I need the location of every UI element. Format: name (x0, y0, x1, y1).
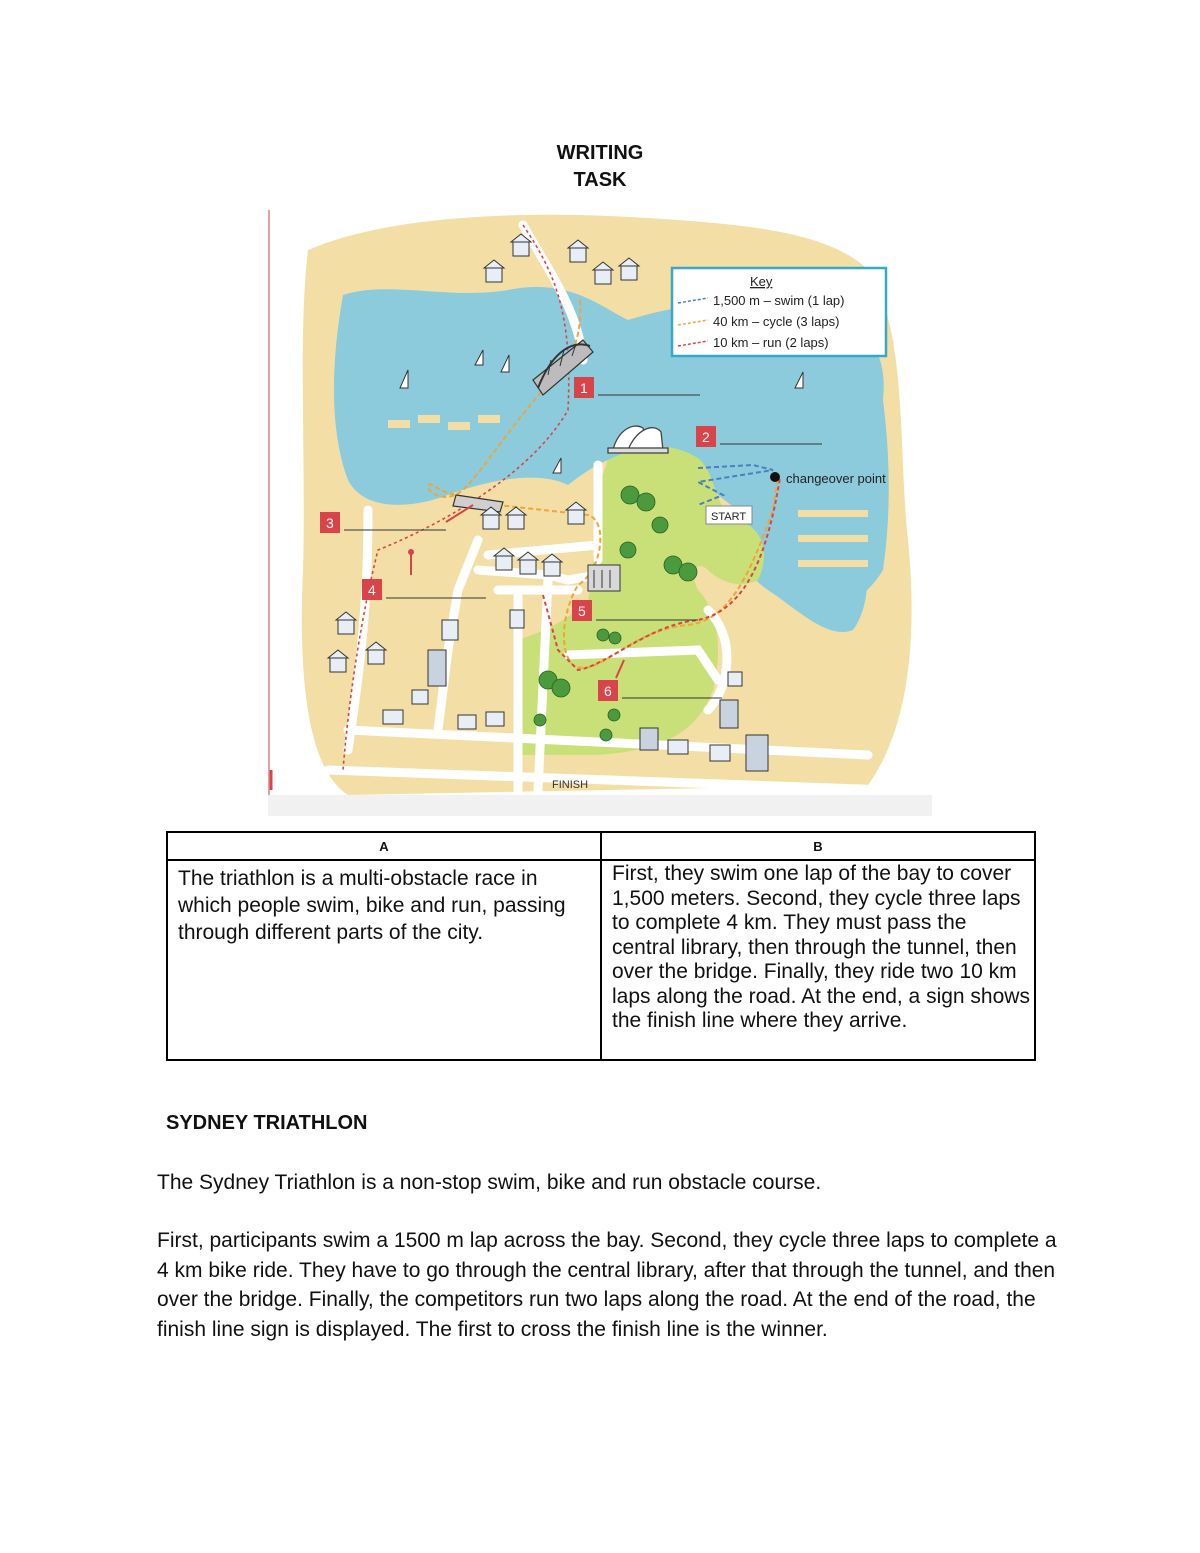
start-label: START (711, 511, 747, 523)
key-title: Key (750, 274, 773, 289)
svg-text:3: 3 (326, 515, 334, 531)
svg-text:5: 5 (578, 603, 586, 619)
key-cycle-label: 40 km – cycle (3 laps) (713, 314, 840, 329)
changeover-point-label: changeover point (786, 471, 886, 486)
page-title-line-1: WRITING (556, 142, 644, 164)
key-run-label: 10 km – run (2 laps) (713, 335, 829, 350)
table-row (167, 860, 1035, 1060)
finish-label: FINISH (552, 779, 589, 791)
library-icon (588, 565, 620, 591)
changeover-point-marker (770, 472, 780, 482)
triathlon-course-map (268, 210, 932, 816)
page-title-line-2: TASK (573, 169, 627, 191)
paragraph-intro: The Sydney Triathlon is a non-stop swim, bike and run obstacle course. (157, 1171, 822, 1194)
column-a-header: A (167, 832, 601, 860)
svg-text:2: 2 (702, 429, 710, 445)
cell-b-text: First, they swim one lap of the bay to cover 1,500 meters. Second, they cycle three laps to complete 4 km. They must pass the central library, then through the tunnel, then over the bridge. Finally, they ride two 10 km laps along the road. At the end, a sign shows the finish line where they arrive. (601, 860, 1035, 1060)
section-heading: SYDNEY TRIATHLON (166, 1112, 368, 1134)
table-header-row (167, 832, 1035, 860)
map-key (672, 268, 886, 356)
paragraph-body: First, participants swim a 1500 m lap across the bay. Second, they cycle three laps to complete a 4 km bike ride. They have to go through the central library, after that through the tunnel, and then over the bridge. Finally, the competitors run two laps along the road. At the end of the road, the finish line sign is displayed. The first to cross the finish line is the winner. (157, 1229, 1057, 1341)
svg-text:6: 6 (604, 683, 612, 699)
key-swim-label: 1,500 m – swim (1 lap) (713, 293, 845, 308)
cell-a-text: The triathlon is a multi-obstacle race in which people swim, bike and run, passing through different parts of the city. (167, 860, 601, 1060)
comparison-table (166, 831, 1036, 1061)
svg-text:4: 4 (368, 582, 376, 598)
column-b-header: B (601, 832, 1035, 860)
svg-text:1: 1 (580, 380, 588, 396)
